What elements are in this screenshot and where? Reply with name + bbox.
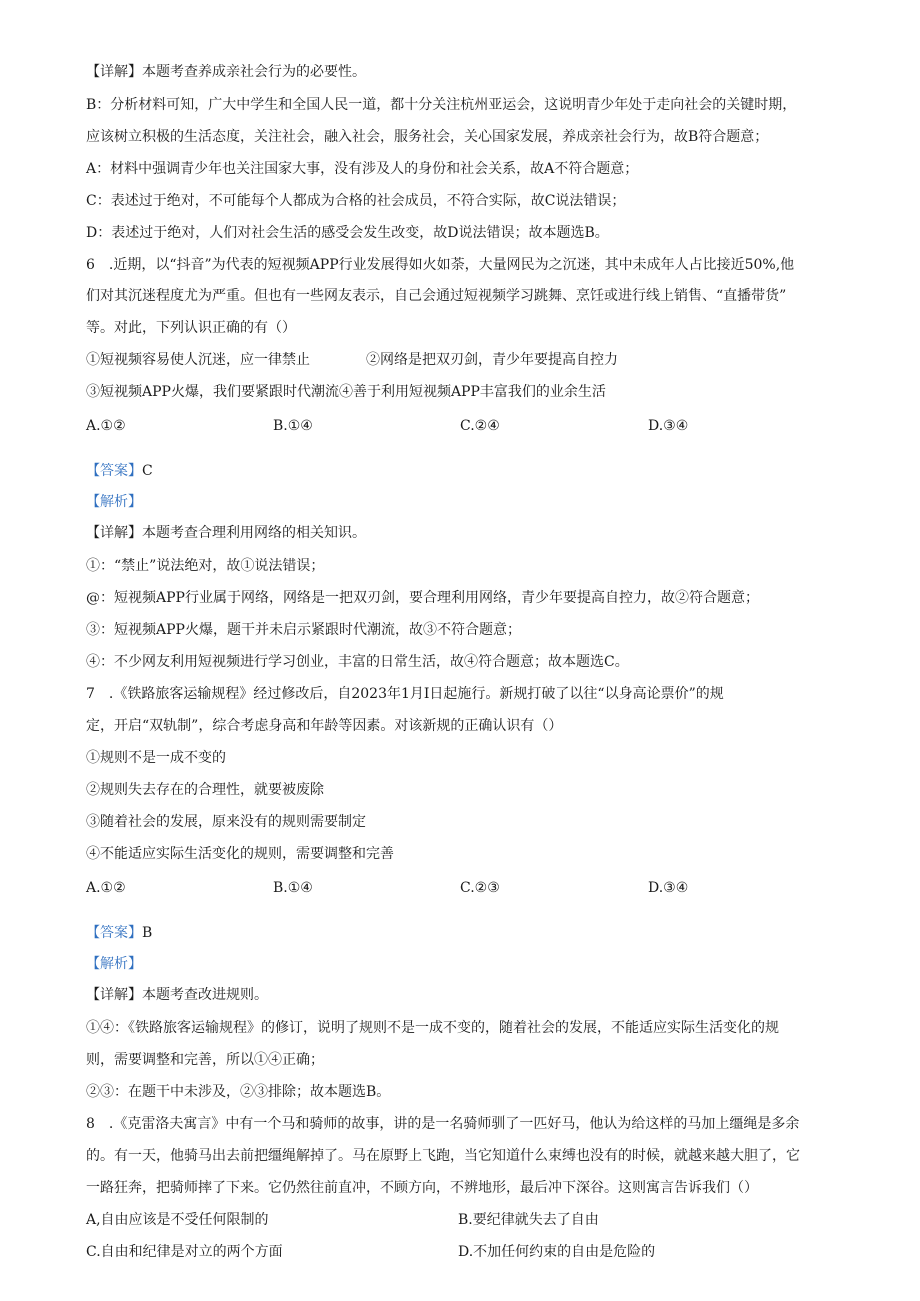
q6-detail: 【详解】本题考查合理利用网络的相关知识。 bbox=[86, 525, 366, 541]
q7-analysis-tag: 【解析】 bbox=[86, 956, 142, 972]
q7-detail: 【详解】本题考查改进规则。 bbox=[86, 987, 268, 1003]
q6-explain-1: ①：“禁止”说法绝对，故①说法错误； bbox=[86, 558, 325, 574]
q6-option-d: D.③④ bbox=[648, 418, 689, 434]
prev-line-2: 应该树立积极的生活态度，关注社会，融入社会，服务社会，关心国家发展，养成亲社会行为，故B符合题意； bbox=[86, 129, 769, 145]
answer-tag: 【答案】 bbox=[86, 925, 142, 941]
q6-items-line-2: ③短视频APP火爆，我们要紧跟时代潮流④善于利用短视频APP丰富我们的业余生活 bbox=[86, 384, 606, 400]
answer-value: B bbox=[142, 925, 153, 941]
q7-stem-1: 7 .《铁路旅客运输规程》经过修改后，自2023年1月I日起施行。新规打破了以往“以身高论票价”的规 bbox=[86, 686, 724, 702]
q7-explain-1: ①④：《铁路旅客运输规程》的修订，说明了规则不是一成不变的，随着社会的发展，不能适应实际生活变化的规 bbox=[86, 1020, 779, 1036]
q8-option-c: C.自由和纪律是对立的两个方面 bbox=[86, 1244, 283, 1260]
q6-stem-2: 们对其沉迷程度尤为严重。但也有一些网友表示，自己会通过短视频学习跳舞、烹饪或进行线上销售、“直播带货” bbox=[86, 288, 787, 304]
q7-option-b: B.①④ bbox=[273, 880, 313, 896]
q7-option-a: A.①② bbox=[86, 880, 126, 896]
q7-answer bbox=[86, 923, 840, 943]
q6-explain-2: @：短视频APP行业属于网络，网络是一把双刃剑，要合理利用网络，青少年要提高自控力，故②符合题意； bbox=[86, 590, 759, 606]
q7-item-4: ④不能适应实际生活变化的规则，需要调整和完善 bbox=[86, 846, 394, 862]
q6-stem-3: 等。对此，下列认识正确的有（） bbox=[86, 320, 296, 336]
prev-line-5: D：表述过于绝对，人们对社会生活的感受会发生改变，故D说法错误；故本题选B。 bbox=[86, 225, 609, 241]
q7-option-c: C.②③ bbox=[460, 880, 500, 896]
q6-analysis-tag: 【解析】 bbox=[86, 494, 142, 510]
q8-option-b: B.要纪律就失去了自由 bbox=[458, 1212, 599, 1228]
prev-line-1: B：分析材料可知，广大中学生和全国人民一道，都十分关注杭州亚运会，这说明青少年处于走向社会的关键时期， bbox=[86, 97, 797, 113]
answer-tag: 【答案】 bbox=[86, 463, 142, 479]
q8-stem-1: 8 .《克雷洛夫寓言》中有一个马和骑师的故事，讲的是一名骑师驯了一匹好马，他认为给这样的马加上缰绳是多余 bbox=[86, 1116, 800, 1132]
q7-item-3: ③随着社会的发展，原来没有的规则需要制定 bbox=[86, 814, 366, 830]
q6-item-1: ①短视频容易使人沉迷，应一律禁止 bbox=[86, 352, 310, 368]
q8-stem-3: 一路狂奔，把骑师摔了下来。它仍然往前直冲，不顾方向，不辨地形，最后冲下深谷。这则寓言告诉我们（） bbox=[86, 1180, 758, 1196]
q8-option-d: D.不加任何约束的自由是危险的 bbox=[458, 1244, 656, 1260]
q6-explain-4: ④：不少网友利用短视频进行学习创业，丰富的日常生活，故④符合题意；故本题选C。 bbox=[86, 654, 629, 670]
q7-option-d: D.③④ bbox=[648, 880, 689, 896]
q7-item-2: ②规则失去存在的合理性，就要被废除 bbox=[86, 782, 324, 798]
q6-stem-1: 6 .近期，以“抖音”为代表的短视频APP行业发展得如火如荼，大量网民为之沉迷，其中未成年人占比接近50%,他 bbox=[86, 257, 795, 273]
q6-answer bbox=[86, 461, 840, 481]
q7-explain-2: 则，需要调整和完善，所以①④正确； bbox=[86, 1052, 324, 1068]
prev-detail: 【详解】本题考查养成亲社会行为的必要性。 bbox=[86, 64, 366, 80]
q8-option-a: A,自由应该是不受任何限制的 bbox=[86, 1212, 269, 1228]
q7-explain-3: ②③：在题干中未涉及，②③排除；故本题选B。 bbox=[86, 1084, 391, 1100]
prev-line-3: A：材料中强调青少年也关注国家大事，没有涉及人的身份和社会关系，故A不符合题意； bbox=[86, 161, 639, 177]
q6-option-b: B.①④ bbox=[273, 418, 313, 434]
q6-option-c: C.②④ bbox=[460, 418, 500, 434]
q7-stem-2: 定，开启“双轨制”，综合考虑身高和年龄等因素。对该新规的正确认识有（） bbox=[86, 718, 563, 734]
q6-item-2: ②网络是把双刃剑，青少年要提高自控力 bbox=[366, 352, 618, 368]
q8-stem-2: 的。有一天，他骑马出去前把缰绳解掉了。马在原野上飞跑，当它知道什么束缚也没有的时候，就越来越大胆了，它 bbox=[86, 1148, 800, 1164]
answer-value: C bbox=[142, 463, 153, 479]
q6-explain-3: ③：短视频APP火爆，题干并未启示紧跟时代潮流，故③不符合题意； bbox=[86, 622, 521, 638]
q7-item-1: ①规则不是一成不变的 bbox=[86, 750, 226, 766]
q6-option-a: A.①② bbox=[86, 418, 126, 434]
prev-line-4: C：表述过于绝对，不可能每个人都成为合格的社会成员，不符合实际，故C说法错误； bbox=[86, 193, 626, 209]
